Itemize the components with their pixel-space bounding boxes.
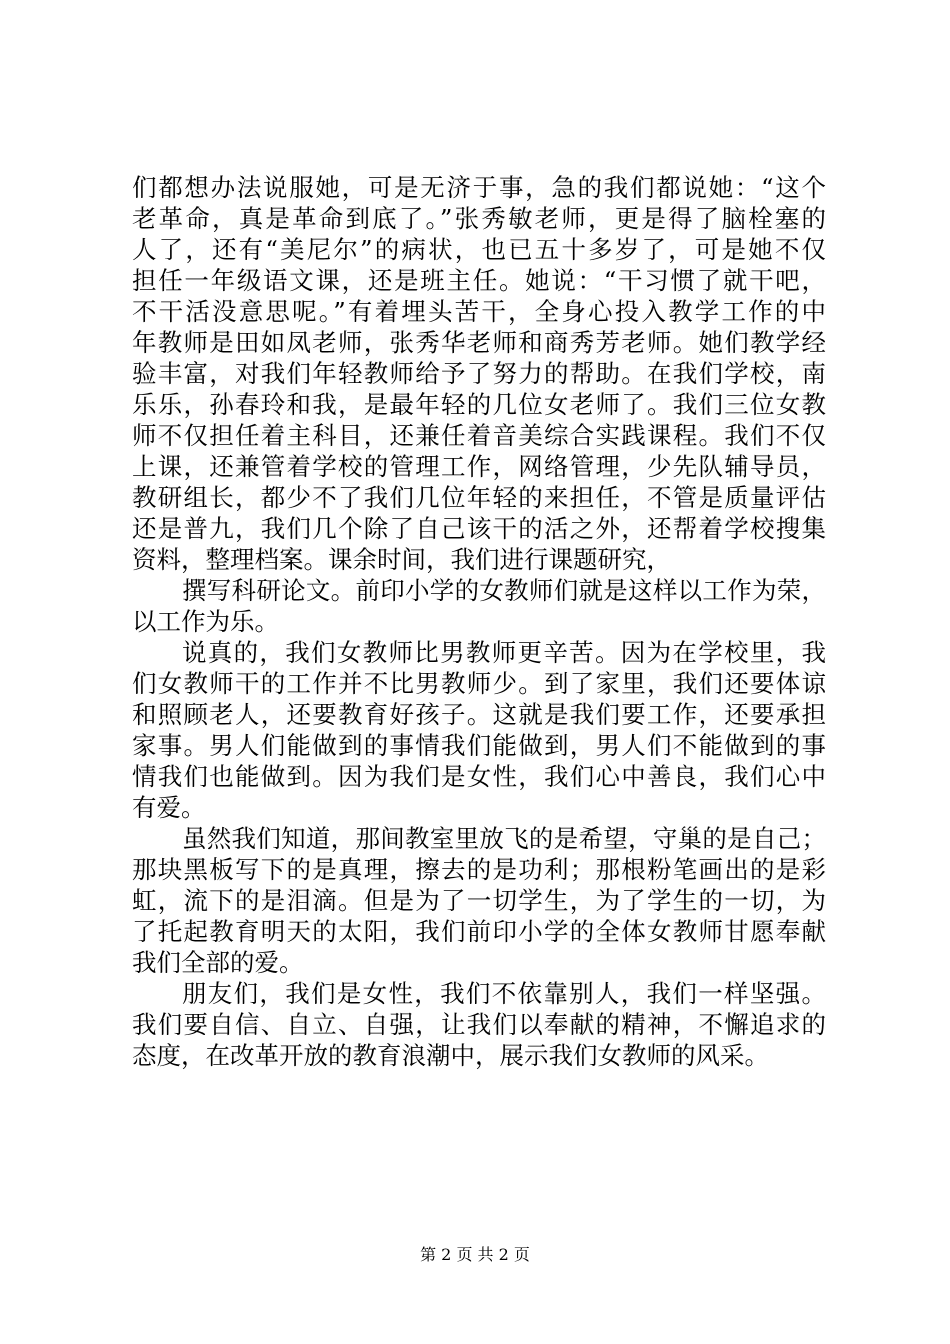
text-line: 师不仅担任着主科目，还兼任着音美综合实践课程。我们不仅 [132, 421, 826, 450]
text-line: 了托起教育明天的太阳，我们前印小学的全体女教师甘愿奉献 [132, 917, 826, 946]
paragraph [132, 823, 826, 978]
text-line: 撰写科研论文。前印小学的女教师们就是这样以工作为荣， [182, 576, 826, 605]
text-line: 资料，整理档案。课余时间，我们进行课题研究， [132, 545, 671, 574]
text-line: 担任一年级语文课，还是班主任。她说：“干习惯了就干吧， [132, 266, 826, 295]
text-line: 年教师是田如凤老师，张秀华老师和商秀芳老师。她们教学经 [132, 328, 826, 357]
paragraph [132, 575, 826, 637]
text-line: 教研组长，都少不了我们几位年轻的来担任，不管是质量评估 [132, 483, 826, 512]
text-line: 老革命，真是革命到底了。”张秀敏老师，更是得了脑栓塞的 [132, 204, 826, 233]
document-body [132, 172, 826, 1071]
text-line: 说真的，我们女教师比男教师更辛苦。因为在学校里，我 [182, 638, 826, 667]
text-line: 和照顾老人，还要教育好孩子。这就是我们要工作，还要承担 [132, 700, 826, 729]
text-line: 朋友们，我们是女性，我们不依靠别人，我们一样坚强。 [182, 979, 826, 1008]
text-line: 以工作为乐。 [132, 607, 279, 636]
text-line: 有爱。 [132, 793, 206, 822]
text-line: 情我们也能做到。因为我们是女性，我们心中善良，我们心中 [132, 762, 826, 791]
text-line: 我们全部的爱。 [132, 948, 304, 977]
text-line: 上课，还兼管着学校的管理工作，网络管理，少先队辅导员， [132, 452, 826, 481]
text-line: 虽然我们知道，那间教室里放飞的是希望，守巢的是自己； [182, 824, 826, 853]
text-line: 乐乐，孙春玲和我，是最年轻的几位女老师了。我们三位女教 [132, 390, 826, 419]
text-line: 验丰富，对我们年轻教师给予了努力的帮助。在我们学校，南 [132, 359, 826, 388]
text-line: 人了，还有“美尼尔”的病状，也已五十多岁了，可是她不仅 [132, 235, 826, 264]
page-number-footer: 第 2 页 共 2 页 [420, 1245, 530, 1264]
text-line: 不干活没意思呢。”有着埋头苦干，全身心投入教学工作的中 [132, 297, 826, 326]
paragraph [132, 637, 826, 823]
text-line: 们都想办法说服她，可是无济于事，急的我们都说她：“这个 [132, 173, 826, 202]
text-line: 我们要自信、自立、自强，让我们以奉献的精神，不懈追求的 [132, 1010, 826, 1039]
text-line: 家事。男人们能做到的事情我们能做到，男人们不能做到的事 [132, 731, 826, 760]
text-line: 那块黑板写下的是真理，擦去的是功利；那根粉笔画出的是彩 [132, 855, 826, 884]
text-line: 虹，流下的是泪滴。但是为了一切学生，为了学生的一切，为 [132, 886, 826, 915]
text-line: 态度，在改革开放的教育浪潮中，展示我们女教师的风采。 [132, 1041, 769, 1070]
paragraph [132, 172, 826, 575]
paragraph [132, 978, 826, 1071]
text-line: 还是普九，我们几个除了自己该干的活之外，还帮着学校搜集 [132, 514, 826, 543]
text-line: 们女教师干的工作并不比男教师少。到了家里，我们还要体谅 [132, 669, 826, 698]
